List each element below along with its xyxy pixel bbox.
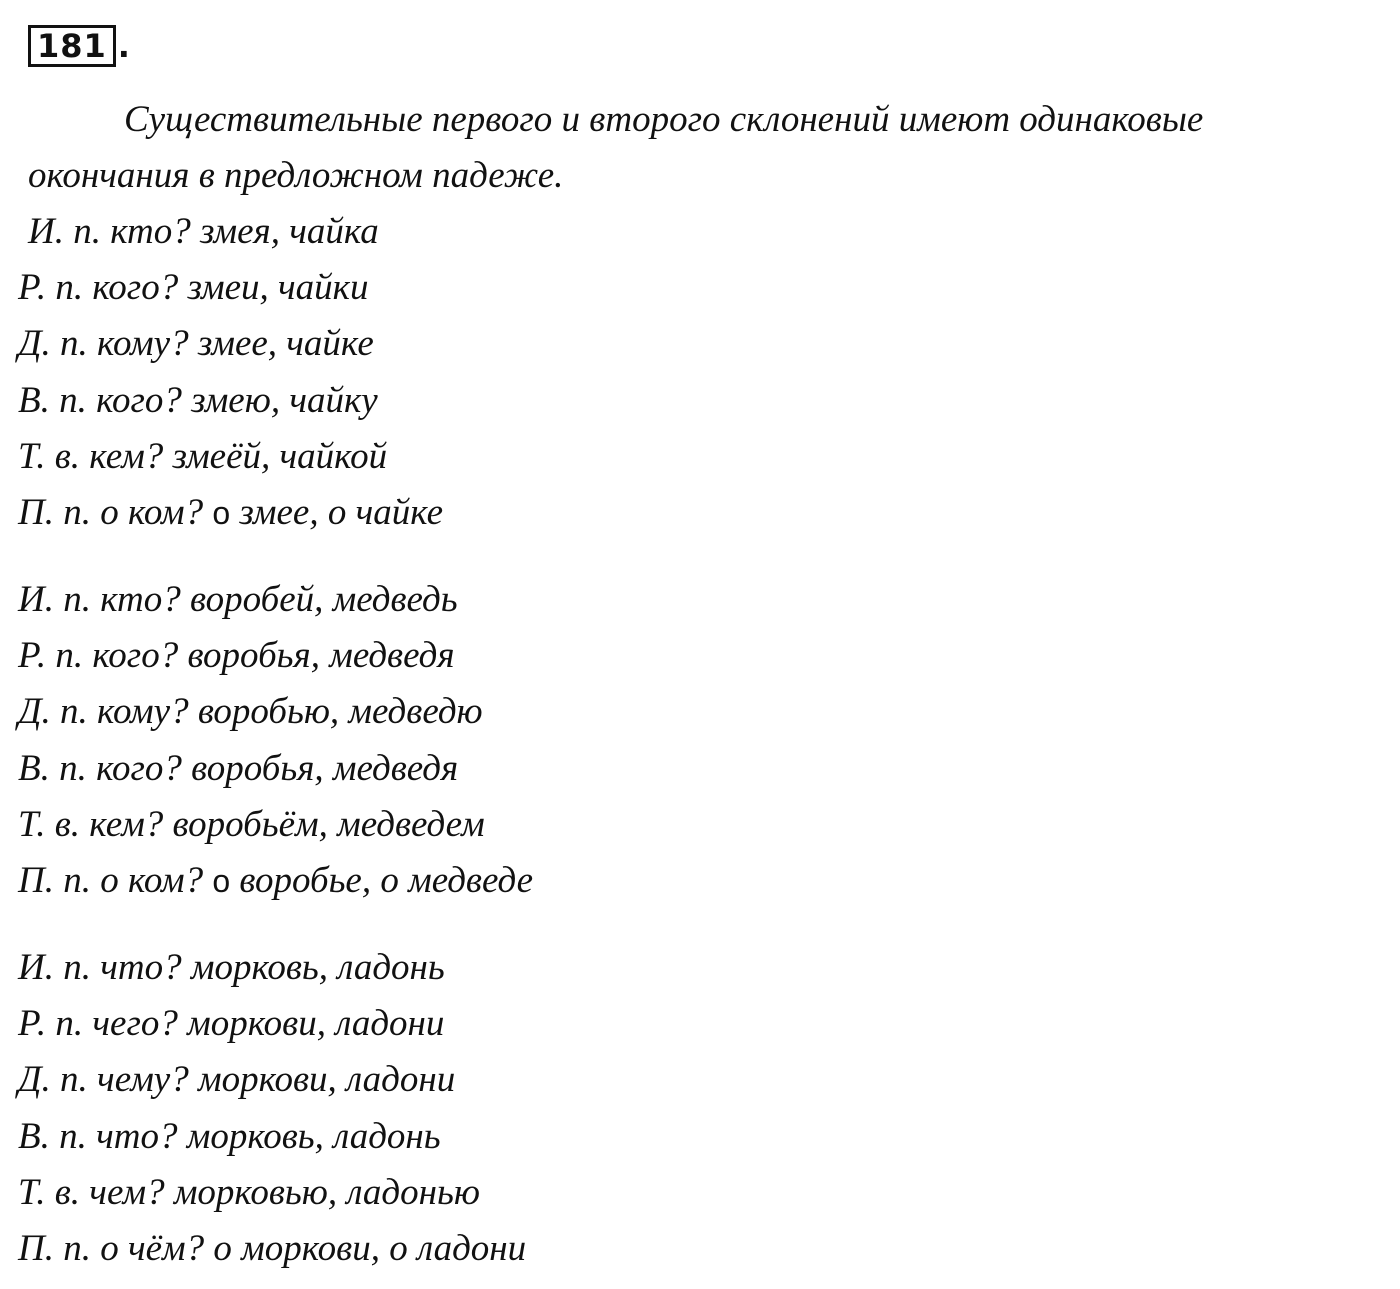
declension-line: В. п. что? морковь, ладонь	[18, 1116, 441, 1157]
line-part: П. п. о ком?	[18, 860, 213, 901]
declension-line: Р. п. кого? воробья, медведя	[18, 635, 455, 676]
declension-line: И. п. кто? змея, чайка	[28, 211, 379, 252]
line-part: П. п. о ком?	[18, 492, 213, 533]
intro-line-2: окончания в предложном падеже.	[28, 155, 564, 196]
task-number	[28, 26, 130, 66]
declension-line: Д. п. чему? моркови, ладони	[18, 1059, 456, 1100]
declension-line: Д. п. кому? воробью, медведю	[18, 691, 483, 732]
line-part: змее, о чайке	[230, 492, 444, 533]
declension-line: Т. в. чем? морковью, ладонью	[18, 1172, 480, 1213]
declension-line: И. п. кто? воробей, медведь	[18, 579, 458, 620]
intro-line-1: Существительные первого и второго склонений имеют одинаковые	[124, 99, 1204, 140]
declension-line-prepositional	[18, 853, 533, 909]
declension-line: И. п. что? морковь, ладонь	[18, 947, 445, 988]
declension-line: Р. п. чего? моркови, ладони	[18, 1003, 445, 1044]
declension-line: Д. п. кому? змее, чайке	[18, 323, 374, 364]
declension-line: В. п. кого? воробья, медведя	[18, 748, 459, 789]
line-part: воробье, о медведе	[230, 860, 534, 901]
intro-paragraph	[28, 92, 1378, 204]
declension-line-prepositional	[18, 485, 443, 541]
declension-line: Т. в. кем? змеёй, чайкой	[18, 436, 388, 477]
preposition-handwritten: о	[212, 863, 231, 899]
preposition-handwritten: о	[212, 495, 231, 531]
declension-line: Т. в. кем? воробьём, медведем	[18, 804, 485, 845]
declension-line: П. п. о чём? о моркови, о ладони	[18, 1228, 527, 1269]
task-number-dot: .	[117, 27, 130, 65]
declension-line: В. п. кого? змею, чайку	[18, 380, 378, 421]
task-number-box: 181	[28, 25, 116, 67]
declension-line: Р. п. кого? змеи, чайки	[18, 267, 369, 308]
